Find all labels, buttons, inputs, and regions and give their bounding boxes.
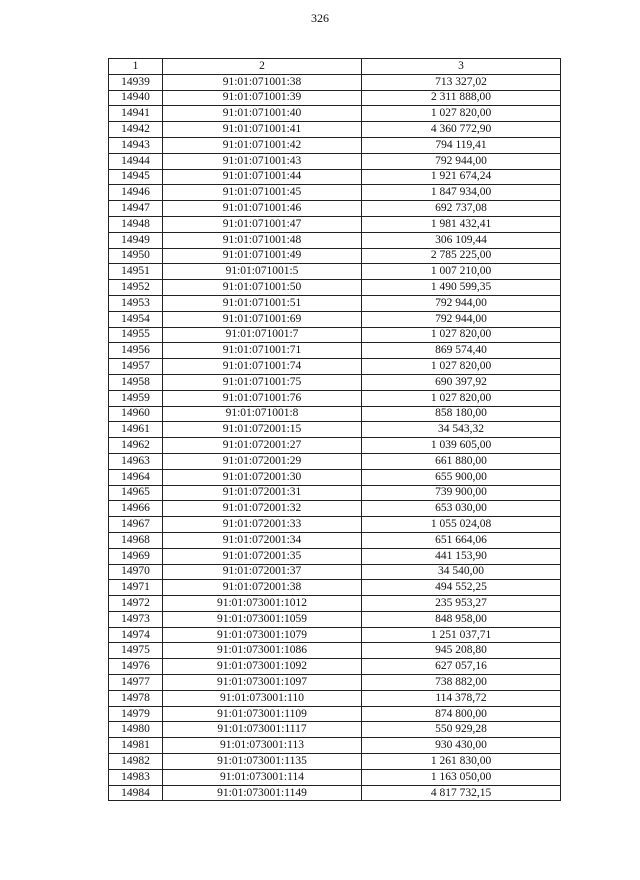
cadastral-number-cell: 91:01:072001:34 <box>163 532 362 548</box>
row-number-cell: 14955 <box>109 327 163 343</box>
row-number-cell: 14969 <box>109 548 163 564</box>
table-row <box>109 722 561 738</box>
table-row <box>109 627 561 643</box>
row-number-cell: 14980 <box>109 722 163 738</box>
value-cell: 114 378,72 <box>362 690 561 706</box>
cadastral-number-cell: 91:01:071001:74 <box>163 359 362 375</box>
value-cell: 738 882,00 <box>362 675 561 691</box>
table-row <box>109 201 561 217</box>
cadastral-number-cell: 91:01:072001:38 <box>163 580 362 596</box>
table-row <box>109 659 561 675</box>
value-cell: 713 327,02 <box>362 74 561 90</box>
cadastral-number-cell: 91:01:071001:40 <box>163 106 362 122</box>
value-cell: 930 430,00 <box>362 738 561 754</box>
cadastral-number-cell: 91:01:071001:7 <box>163 327 362 343</box>
row-number-cell: 14946 <box>109 185 163 201</box>
cadastral-number-cell: 91:01:072001:37 <box>163 564 362 580</box>
cadastral-number-cell: 91:01:071001:75 <box>163 374 362 390</box>
row-number-cell: 14975 <box>109 643 163 659</box>
cadastral-number-cell: 91:01:072001:35 <box>163 548 362 564</box>
row-number-cell: 14954 <box>109 311 163 327</box>
table-row <box>109 643 561 659</box>
row-number-cell: 14976 <box>109 659 163 675</box>
row-number-cell: 14979 <box>109 706 163 722</box>
cadastral-number-cell: 91:01:073001:113 <box>163 738 362 754</box>
table-row <box>109 232 561 248</box>
table-row <box>109 295 561 311</box>
value-cell: 34 543,32 <box>362 422 561 438</box>
data-table <box>108 58 561 801</box>
column-header-2: 2 <box>163 59 362 75</box>
value-cell: 651 664,06 <box>362 532 561 548</box>
row-number-cell: 14971 <box>109 580 163 596</box>
table-row <box>109 248 561 264</box>
value-cell: 1 490 599,35 <box>362 280 561 296</box>
row-number-cell: 14958 <box>109 374 163 390</box>
row-number-cell: 14962 <box>109 438 163 454</box>
row-number-cell: 14951 <box>109 264 163 280</box>
table-row <box>109 596 561 612</box>
row-number-cell: 14949 <box>109 232 163 248</box>
table-row <box>109 185 561 201</box>
row-number-cell: 14961 <box>109 422 163 438</box>
table-row <box>109 327 561 343</box>
row-number-cell: 14963 <box>109 453 163 469</box>
table-row <box>109 548 561 564</box>
cadastral-number-cell: 91:01:071001:39 <box>163 90 362 106</box>
table-row <box>109 469 561 485</box>
value-cell: 874 800,00 <box>362 706 561 722</box>
cadastral-number-cell: 91:01:071001:49 <box>163 248 362 264</box>
value-cell: 1 039 605,00 <box>362 438 561 454</box>
value-cell: 1 027 820,00 <box>362 390 561 406</box>
row-number-cell: 14982 <box>109 754 163 770</box>
row-number-cell: 14942 <box>109 122 163 138</box>
cadastral-number-cell: 91:01:073001:1135 <box>163 754 362 770</box>
table-row <box>109 738 561 754</box>
value-cell: 792 944,00 <box>362 311 561 327</box>
table-row <box>109 90 561 106</box>
cadastral-number-cell: 91:01:072001:27 <box>163 438 362 454</box>
cadastral-number-cell: 91:01:071001:41 <box>163 122 362 138</box>
table-row <box>109 280 561 296</box>
cadastral-number-cell: 91:01:073001:110 <box>163 690 362 706</box>
table-row <box>109 485 561 501</box>
value-cell: 945 208,80 <box>362 643 561 659</box>
cadastral-number-cell: 91:01:071001:48 <box>163 232 362 248</box>
cadastral-number-cell: 91:01:071001:42 <box>163 137 362 153</box>
table-row <box>109 453 561 469</box>
value-cell: 2 785 225,00 <box>362 248 561 264</box>
cadastral-number-cell: 91:01:071001:76 <box>163 390 362 406</box>
value-cell: 4 817 732,15 <box>362 785 561 801</box>
value-cell: 869 574,40 <box>362 343 561 359</box>
value-cell: 690 397,92 <box>362 374 561 390</box>
value-cell: 1 921 674,24 <box>362 169 561 185</box>
cadastral-number-cell: 91:01:073001:1109 <box>163 706 362 722</box>
value-cell: 1 027 820,00 <box>362 106 561 122</box>
table-row <box>109 311 561 327</box>
table-row <box>109 153 561 169</box>
cadastral-number-cell: 91:01:072001:33 <box>163 517 362 533</box>
value-cell: 661 880,00 <box>362 453 561 469</box>
table-row <box>109 122 561 138</box>
table-row <box>109 754 561 770</box>
row-number-cell: 14984 <box>109 785 163 801</box>
cadastral-number-cell: 91:01:071001:44 <box>163 169 362 185</box>
table-row <box>109 675 561 691</box>
cadastral-number-cell: 91:01:071001:43 <box>163 153 362 169</box>
row-number-cell: 14944 <box>109 153 163 169</box>
value-cell: 4 360 772,90 <box>362 122 561 138</box>
cadastral-number-cell: 91:01:073001:1059 <box>163 611 362 627</box>
value-cell: 441 153,90 <box>362 548 561 564</box>
cadastral-number-cell: 91:01:071001:50 <box>163 280 362 296</box>
value-cell: 2 311 888,00 <box>362 90 561 106</box>
column-header-3: 3 <box>362 59 561 75</box>
table-row <box>109 532 561 548</box>
value-cell: 655 900,00 <box>362 469 561 485</box>
row-number-cell: 14956 <box>109 343 163 359</box>
table-row <box>109 343 561 359</box>
value-cell: 1 251 037,71 <box>362 627 561 643</box>
cadastral-number-cell: 91:01:073001:1097 <box>163 675 362 691</box>
table-row <box>109 74 561 90</box>
row-number-cell: 14939 <box>109 74 163 90</box>
column-header-1: 1 <box>109 59 163 75</box>
table-row <box>109 785 561 801</box>
value-cell: 848 958,00 <box>362 611 561 627</box>
table-row <box>109 390 561 406</box>
value-cell: 494 552,25 <box>362 580 561 596</box>
cadastral-number-cell: 91:01:071001:51 <box>163 295 362 311</box>
value-cell: 1 163 050,00 <box>362 769 561 785</box>
table-row <box>109 611 561 627</box>
table-row <box>109 580 561 596</box>
row-number-cell: 14964 <box>109 469 163 485</box>
value-cell: 1 027 820,00 <box>362 327 561 343</box>
table-row <box>109 216 561 232</box>
row-number-cell: 14967 <box>109 517 163 533</box>
row-number-cell: 14966 <box>109 501 163 517</box>
table-row <box>109 422 561 438</box>
value-cell: 1 847 934,00 <box>362 185 561 201</box>
row-number-cell: 14983 <box>109 769 163 785</box>
value-cell: 1 981 432,41 <box>362 216 561 232</box>
cadastral-number-cell: 91:01:073001:1012 <box>163 596 362 612</box>
value-cell: 1 055 024,08 <box>362 517 561 533</box>
cadastral-number-cell: 91:01:073001:1086 <box>163 643 362 659</box>
table-row <box>109 374 561 390</box>
row-number-cell: 14952 <box>109 280 163 296</box>
table-row <box>109 106 561 122</box>
cadastral-number-cell: 91:01:071001:46 <box>163 201 362 217</box>
row-number-cell: 14965 <box>109 485 163 501</box>
value-cell: 627 057,16 <box>362 659 561 675</box>
cadastral-number-cell: 91:01:072001:32 <box>163 501 362 517</box>
value-cell: 858 180,00 <box>362 406 561 422</box>
cadastral-number-cell: 91:01:073001:1149 <box>163 785 362 801</box>
table-row <box>109 564 561 580</box>
cadastral-number-cell: 91:01:071001:45 <box>163 185 362 201</box>
value-cell: 692 737,08 <box>362 201 561 217</box>
row-number-cell: 14957 <box>109 359 163 375</box>
cadastral-number-cell: 91:01:073001:1117 <box>163 722 362 738</box>
row-number-cell: 14945 <box>109 169 163 185</box>
table-row <box>109 706 561 722</box>
row-number-cell: 14978 <box>109 690 163 706</box>
cadastral-number-cell: 91:01:071001:47 <box>163 216 362 232</box>
row-number-cell: 14981 <box>109 738 163 754</box>
cadastral-number-cell: 91:01:072001:31 <box>163 485 362 501</box>
cadastral-number-cell: 91:01:072001:30 <box>163 469 362 485</box>
row-number-cell: 14943 <box>109 137 163 153</box>
row-number-cell: 14940 <box>109 90 163 106</box>
row-number-cell: 14948 <box>109 216 163 232</box>
cadastral-number-cell: 91:01:071001:69 <box>163 311 362 327</box>
cadastral-number-cell: 91:01:071001:71 <box>163 343 362 359</box>
row-number-cell: 14973 <box>109 611 163 627</box>
row-number-cell: 14974 <box>109 627 163 643</box>
cadastral-number-cell: 91:01:073001:114 <box>163 769 362 785</box>
value-cell: 792 944,00 <box>362 153 561 169</box>
row-number-cell: 14960 <box>109 406 163 422</box>
cadastral-number-cell: 91:01:073001:1092 <box>163 659 362 675</box>
cadastral-number-cell: 91:01:072001:29 <box>163 453 362 469</box>
row-number-cell: 14941 <box>109 106 163 122</box>
table-row <box>109 690 561 706</box>
row-number-cell: 14947 <box>109 201 163 217</box>
page-number: 326 <box>311 11 329 25</box>
value-cell: 739 900,00 <box>362 485 561 501</box>
value-cell: 550 929,28 <box>362 722 561 738</box>
value-cell: 1 007 210,00 <box>362 264 561 280</box>
table-row <box>109 517 561 533</box>
value-cell: 306 109,44 <box>362 232 561 248</box>
value-cell: 235 953,27 <box>362 596 561 612</box>
cadastral-number-cell: 91:01:071001:8 <box>163 406 362 422</box>
row-number-cell: 14972 <box>109 596 163 612</box>
row-number-cell: 14968 <box>109 532 163 548</box>
cadastral-number-cell: 91:01:073001:1079 <box>163 627 362 643</box>
value-cell: 1 261 830,00 <box>362 754 561 770</box>
value-cell: 1 027 820,00 <box>362 359 561 375</box>
table-row <box>109 137 561 153</box>
table-row <box>109 438 561 454</box>
cadastral-number-cell: 91:01:072001:15 <box>163 422 362 438</box>
table-body <box>109 74 561 801</box>
table-row <box>109 501 561 517</box>
table-row <box>109 169 561 185</box>
cadastral-number-cell: 91:01:071001:5 <box>163 264 362 280</box>
row-number-cell: 14970 <box>109 564 163 580</box>
row-number-cell: 14959 <box>109 390 163 406</box>
value-cell: 794 119,41 <box>362 137 561 153</box>
table-row <box>109 264 561 280</box>
value-cell: 653 030,00 <box>362 501 561 517</box>
table-row <box>109 359 561 375</box>
value-cell: 792 944,00 <box>362 295 561 311</box>
table-header-row <box>109 59 561 75</box>
row-number-cell: 14950 <box>109 248 163 264</box>
cadastral-number-cell: 91:01:071001:38 <box>163 74 362 90</box>
table-row <box>109 769 561 785</box>
table-row <box>109 406 561 422</box>
row-number-cell: 14953 <box>109 295 163 311</box>
value-cell: 34 540,00 <box>362 564 561 580</box>
row-number-cell: 14977 <box>109 675 163 691</box>
